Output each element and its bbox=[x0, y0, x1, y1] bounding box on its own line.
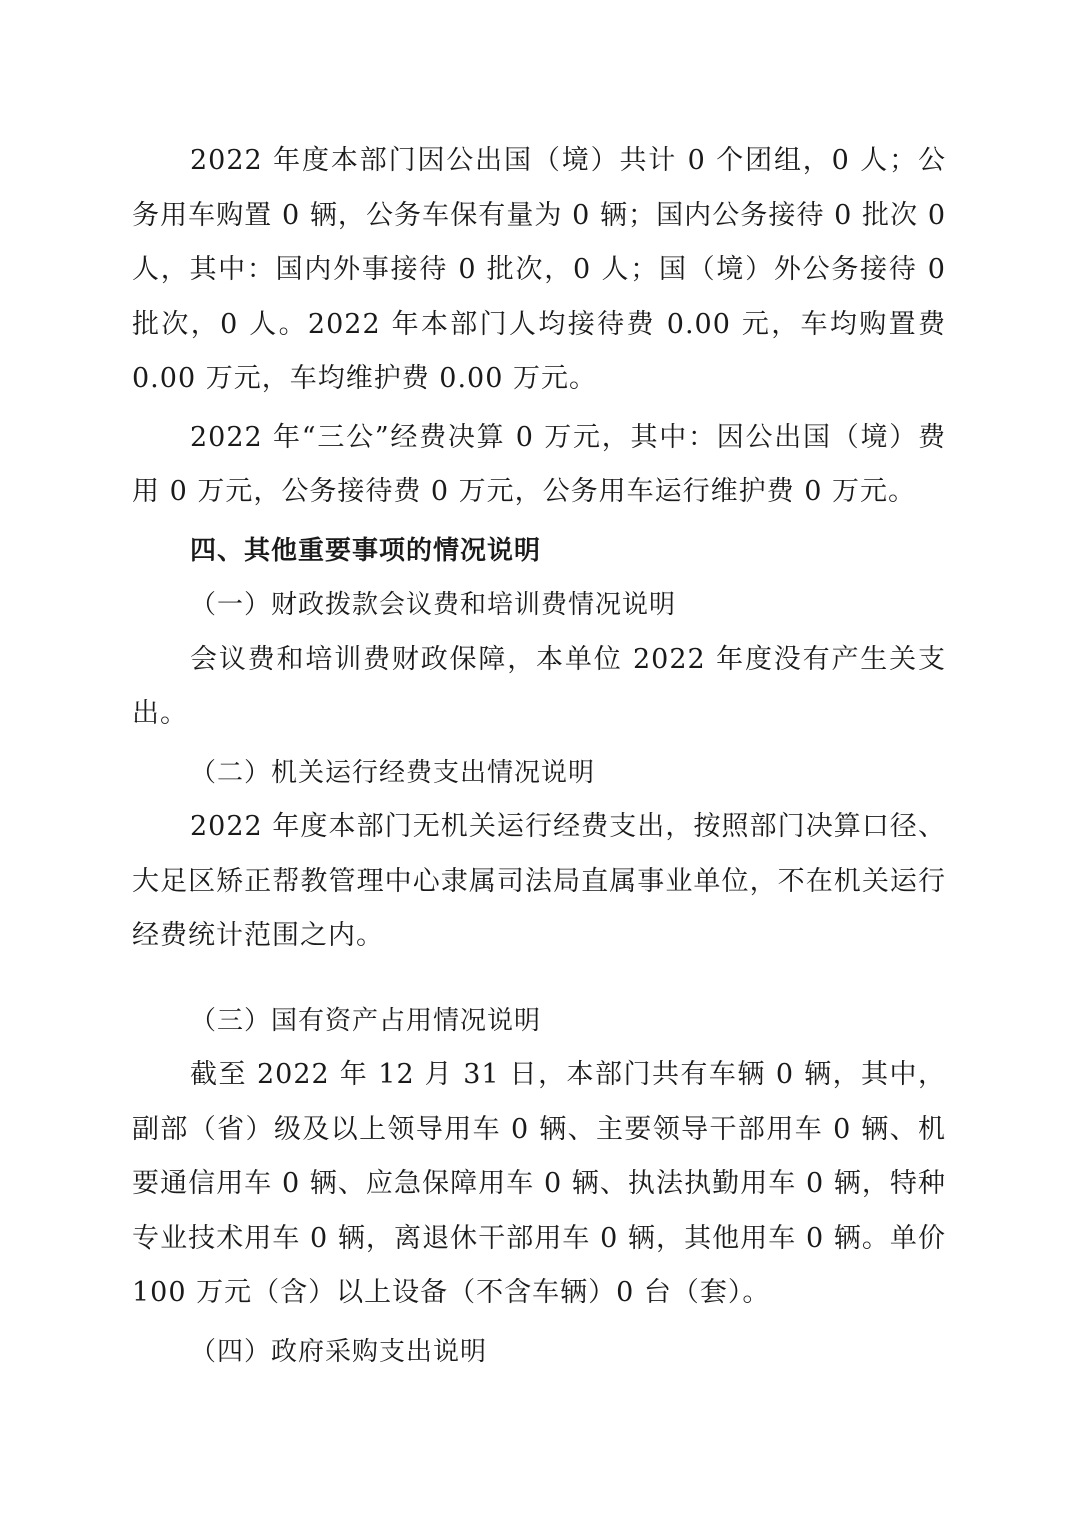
paragraph-operating-expenses: 2022 年度本部门无机关运行经费支出，按照部门决算口径、大足区矫正帮教管理中心隶属司法局直属事业单位，不在机关运行经费统计范围之内。 bbox=[132, 811, 946, 951]
subheading-operating-expenses: （二）机关运行经费支出情况说明 bbox=[190, 757, 596, 788]
paragraph-state-assets: 截至 2022 年 12 月 31 日，本部门共有车辆 0 辆，其中，副部（省）级及以上领导用车 0 辆、主要领导干部用车 0 辆、机要通信用车 0 辆、应急保障用车 0 辆、执法执勤用车 0 辆，特种专业技术用车 0 辆，离退休干部用车 0 辆，其他用车 0 辆。单价 100 万元（含）以上设备（不含车辆）0 台（套）。 bbox=[132, 1059, 946, 1308]
paragraph-meeting-training: 会议费和培训费财政保障，本单位 2022 年度没有产生关支出。 bbox=[132, 643, 946, 729]
paragraph-three-public-overview: 2022 年度本部门因公出国（境）共计 0 个团组，0 人；公务用车购置 0 辆，公务车保有量为 0 辆；国内公务接待 0 批次 0 人，其中：国内外事接待 0 批次，0 人；国（境）外公务接待 0 批次，0 人。2022 年本部门人均接待费 0.00 元，车均购置费 0.00 万元，车均维护费 0.00 万元。 bbox=[132, 145, 946, 394]
section-heading-other-matters: 四、其他重要事项的情况说明 bbox=[190, 535, 542, 566]
paragraph-three-public-budget: 2022 年“三公”经费决算 0 万元，其中：因公出国（境）费用 0 万元，公务接待费 0 万元，公务用车运行维护费 0 万元。 bbox=[132, 421, 946, 507]
subheading-government-procurement: （四）政府采购支出说明 bbox=[190, 1336, 488, 1367]
subheading-meeting-training: （一）财政拨款会议费和培训费情况说明 bbox=[190, 590, 677, 620]
subheading-state-assets: （三）国有资产占用情况说明 bbox=[190, 1005, 542, 1036]
